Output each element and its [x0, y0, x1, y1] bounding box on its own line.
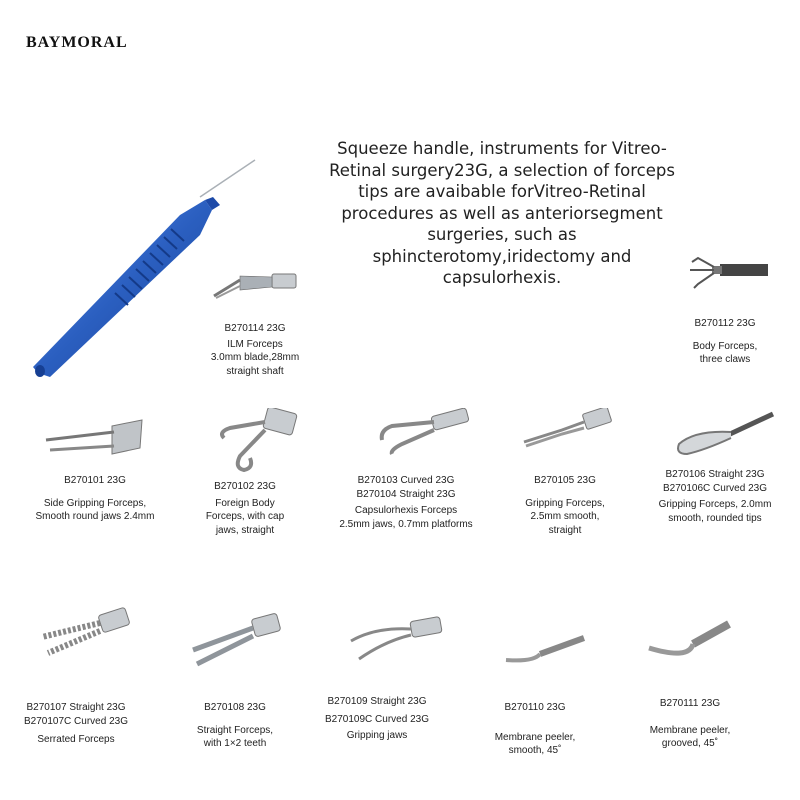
- caption-b270108: [170, 701, 300, 751]
- caption-b270109: [315, 695, 439, 743]
- side-gripping-forceps-image: [42, 418, 152, 463]
- caption-b270111: [630, 697, 750, 751]
- caption-b270110: [475, 701, 595, 758]
- product-code: B270105 23G: [534, 475, 596, 486]
- product-description: Foreign Body Forceps, with cap jaws, straight: [205, 497, 285, 536]
- product-code: B270111 23G: [659, 698, 721, 709]
- product-code: B270108 23G: [204, 702, 266, 713]
- product-description: Serrated Forceps: [37, 734, 115, 745]
- caption-b270102: [180, 480, 310, 537]
- product-description: Membrane peeler, smooth, 45˚: [494, 731, 576, 756]
- straight-forceps-teeth-image: [185, 612, 285, 672]
- product-code: B270103 Curved 23G: [357, 475, 455, 486]
- product-description: Gripping Forceps, 2.0mm smooth, rounded tips: [658, 499, 772, 524]
- product-description: Capsulorhexis Forceps 2.5mm jaws, 0.7mm platforms: [339, 505, 473, 530]
- intro-paragraph: Squeeze handle, instruments for Vitreo-Retinal surgery23G, a selection of forceps tips are avaibable forVitreo-Retinal procedures as well as anteriorsegment surgeries, such as sphincterotomy,iridectomy and capsulorhexis.: [329, 139, 675, 287]
- capsulorhexis-forceps-image: [372, 408, 472, 458]
- foreign-body-forceps-image: [210, 408, 300, 478]
- gripping-jaws-image: [345, 615, 445, 665]
- gripping-forceps-rounded-image: [665, 410, 775, 460]
- ilm-forceps-tip-image: [210, 268, 300, 308]
- product-description: Gripping Forceps, 2.5mm smooth, straight: [525, 497, 605, 536]
- product-description: Body Forceps, three claws: [692, 340, 758, 365]
- brand-logo-text: BAYMORAL: [26, 34, 128, 51]
- caption-b270105: [505, 474, 625, 537]
- product-code: B270102 23G: [214, 481, 276, 492]
- product-code: B270104 Straight 23G: [356, 488, 456, 500]
- product-code: B270106 Straight 23G: [665, 469, 765, 480]
- caption-b270112: [660, 317, 790, 367]
- product-code: B270110 23G: [504, 702, 566, 713]
- product-code: B270106C Curved 23G: [663, 482, 767, 494]
- product-description: ILM Forceps 3.0mm blade,28mm straight shaft: [210, 338, 300, 377]
- product-description: Gripping jaws: [346, 730, 408, 741]
- product-code: B270109 Straight 23G: [327, 696, 427, 707]
- gripping-forceps-image: [518, 408, 613, 453]
- caption-b270103-104: [320, 474, 492, 531]
- body-forceps-tip-image: [680, 250, 770, 295]
- membrane-peeler-grooved-image: [645, 618, 735, 673]
- caption-b270107: [14, 701, 138, 747]
- product-code: B270107 Straight 23G: [26, 702, 126, 713]
- product-code: B270112 23G: [694, 318, 756, 329]
- product-code: B270107C Curved 23G: [24, 715, 128, 727]
- product-code: B270109C Curved 23G: [325, 713, 429, 725]
- membrane-peeler-smooth-image: [500, 632, 590, 672]
- caption-b270101: [20, 474, 170, 524]
- caption-b270106: [640, 468, 790, 525]
- serrated-forceps-image: [34, 605, 134, 660]
- product-description: Side Gripping Forceps, Smooth round jaws 2.4mm: [35, 497, 155, 522]
- product-description: Straight Forceps, with 1×2 teeth: [196, 724, 274, 749]
- caption-b270114: [190, 322, 320, 378]
- product-code: B270101 23G: [64, 475, 126, 486]
- product-description: Membrane peeler, grooved, 45˚: [649, 724, 731, 749]
- product-code: B270114 23G: [224, 323, 286, 334]
